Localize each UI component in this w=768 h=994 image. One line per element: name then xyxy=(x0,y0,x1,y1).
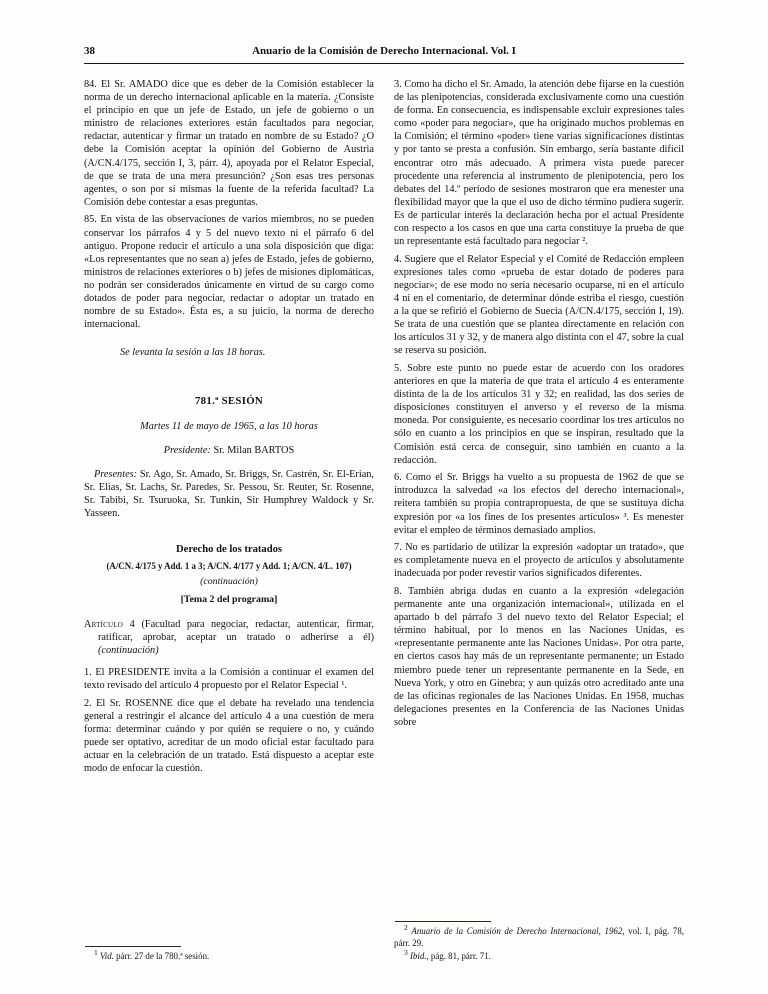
session-president xyxy=(84,444,374,457)
president-label: Presidente: xyxy=(163,445,211,457)
footnote-3-marker: 3 xyxy=(404,947,408,957)
session-adjournment: Se levanta la sesión a las 18 horas. xyxy=(120,346,266,358)
topic-references: (A/CN. 4/175 y Add. 1 a 3; A/CN. 4/177 y Add. 1; A/CN. 4/L. 107) xyxy=(106,560,352,571)
paragraph-85: 85. En vista de las observaciones de varios miembros, no se pueden conservar los párrafos 4 y 5 del nuevo texto ni el párrafo 6 del antiguo. Propone reducir el artículo a una sola disposición que diga: «Los representantes que no sean a) jefes de Estado, jefes de gobierno, ministros de relaciones exteriores o b) jefes de misiones diplomáticas, no podrán ser considerados únicamente en virtud de su cargo como dotados de poder para negociar, redactar o adoptar un tratado en nombre de su Estado». Ésta es, a su juicio, la norma de derecho internacional. xyxy=(84,214,374,331)
page-number: 38 xyxy=(84,45,95,57)
paragraph-8: 8. También abriga dudas en cuanto a la expresión «delegación permanente ante una organización internacional», utilizada en el apartado b del párrafo 3 del nuevo texto del Relator Especial; el término habitual, por lo menos en las Naciones Unidas, es «representante permanente ante las Naciones Unidas». Por otra parte, en ciertos casos hay más de un representante permanente; un Estado miembro puede tener un representante permanente en la Sede, en Nueva York, y otro en Ginebra; y aun quizás otro acreditado ante una de las oficinas regionales de las Naciones Unidas. En 1958, muchas delegaciones presentes en la Conferencia de las Naciones Unidas sobre xyxy=(394,585,684,728)
topic-continuation: (continuación) xyxy=(200,575,258,587)
footnote-3-italic: Ibid., xyxy=(409,950,429,961)
article-description: (Facultad para negociar, redactar, autenticar, firmar, ratificar, aprobar, aceptar un tratado o adherirse a él) xyxy=(98,618,375,643)
paragraph-2: 2. El Sr. ROSENNE dice que el debate ha revelado una tendencia general a restringir el alcance del artículo 4 a una cuestión de mera forma: determinar cuándo y por quién se requiere o no, y cuándo puede ser optativo, acreditar de un modo oficial estar facultado para actuar en la celebración de un tratado. Está dispuesto a aceptar este modo de enfocar la cuestión. xyxy=(84,697,374,775)
footnote-2-italic: Anuario de la Comisión de Derecho Internacional, 1962, xyxy=(411,926,625,937)
footnote-2-marker: 2 xyxy=(404,923,408,933)
session-attendees xyxy=(84,468,374,520)
footnote-separator xyxy=(85,946,181,947)
footnote-1-text: párr. 27 de la 780.ª sesión. xyxy=(116,950,210,961)
journal-title: Anuario de la Comisión de Derecho Internacional. Vol. I xyxy=(252,45,516,57)
footnote-1-marker: 1 xyxy=(94,947,98,957)
article-label: Artículo 4 xyxy=(84,618,135,630)
footnote-2-text: vol. I, pág. 78, párr. 29. xyxy=(394,926,684,948)
session-date: Martes 11 de mayo de 1965, a las 10 horas xyxy=(140,420,318,432)
paragraph-7: 7. No es partidario de utilizar la expresión «adoptar un tratado», que es completamente nueva en el proyecto de artículos y absolutamente inadecuada por poder revestir varios significados diferentes. xyxy=(394,542,684,580)
text-columns xyxy=(84,78,684,964)
page-header xyxy=(84,44,684,58)
footnote-3 xyxy=(394,947,684,962)
present-label: Presentes: xyxy=(94,469,138,481)
footnote-3-text: pág. 81, párr. 71. xyxy=(430,950,491,961)
paragraph-1: 1. El PRESIDENTE invita a la Comisión a continuar el examen del texto revisado del artículo 4 propuesto por el Relator Especial ¹. xyxy=(84,667,374,692)
footnote-1 xyxy=(84,947,374,962)
paragraph-3: 3. Como ha dicho el Sr. Amado, la atención debe fijarse en la cuestión de las plenipotencias, considerada exclusivamente como una cuestión de forma. En consecuencia, es indispensable excluir expresiones tales como «poder para negociar», que ha originado muchos problemas en la Comisión; el término «poder» tiene varias significaciones distintas y por tanto se presta a confusión. Sin embargo, sería bastante difícil encontrar otro más adecuado. A primera vista puede parecer procedente una referencia al instrumento de plenipotencia, pero los debates del 14.º período de sesiones mostraron que era menester una flexibilidad mayor que la que el uso de dicho término pudiera sugerir. Es de particular interés la declaración hecha por el actual Presidente con respecto a los casos en que una carta constituye la prueba de que un representante está facultado para negociar ². xyxy=(394,79,684,248)
footnote-separator xyxy=(395,921,491,922)
present-list: Sr. Ago, Sr. Amado, Sr. Briggs, Sr. Castrén, Sr. El-Erian, Sr. Elias, Sr. Lachs, Sr. Paredes, Sr. Pessou, Sr. Reuter, Sr. Rosenne, Sr. Tabibi, Sr. Tsuruoka, Sr. Tunkin, Sir Humphrey Waldock y Sr. Yasseen. xyxy=(84,469,374,520)
paragraph-5: 5. Sobre este punto no puede estar de acuerdo con los oradores anteriores en que la materia de que trata el artículo 4 es enteramente distinta de la de los artículos 31 y 32; en realidad, las dos series de disposiciones constituyen el anverso y el reverso de la misma moneda. Por consiguiente, es necesario coordinar los tres artículos no sólo en cuanto a los principios en que se inspiran, resultado que la Comisión está cerca de conseguir, sino también en cuanto a la redacción. xyxy=(394,362,684,466)
footnote-1-italic: Vid. xyxy=(99,950,114,961)
right-footnotes xyxy=(394,915,684,964)
header-rule xyxy=(84,63,684,64)
paragraph-84: 84. El Sr. AMADO dice que es deber de la Comisión establecer la norma de un derecho internacional aplicable en la materia. ¿Consiste el principio en que un jefe de Estado, un jefe de gobierno o un ministro de relaciones exteriores están facultados para negociar, redactar, autenticar y firmar un tratado en nombre de su Estado? ¿O debe la Comisión aceptar la opinión del Gobierno de Austria (A/CN.4/175, sección I, 3, párr. 4), apoyada por el Relator Especial, de que se trata de una mera presunción? ¿Son esas tres personas agentes, o son por sí mismas la fuente de la referida facultad? La Comisión debe contestar a esas preguntas. xyxy=(84,79,374,208)
article-continuation: (continuación) xyxy=(98,645,159,656)
president-name: Sr. Milan BARTOS xyxy=(213,445,295,457)
right-column xyxy=(394,78,684,964)
left-footnotes xyxy=(84,940,374,964)
topic-heading: Derecho de los tratados xyxy=(175,543,283,555)
left-column xyxy=(84,78,374,964)
agenda-item: [Tema 2 del programa] xyxy=(180,593,278,605)
footnote-2 xyxy=(394,923,684,948)
session-number-heading: 781.ª SESIÓN xyxy=(194,394,264,407)
paragraph-6: 6. Como el Sr. Briggs ha vuelto a su propuesta de 1962 de que se introduzca la salvedad «a los efectos del derecho internacional», reitera también su propia contrapropuesta, de que se sustituya dicha expresión por «a los fines de los presentes artículos» ³. Es menester evitar el empleo de términos demasiado amplios. xyxy=(394,472,684,536)
paragraph-4: 4. Sugiere que el Relator Especial y el Comité de Redacción empleen expresiones tales como «prueba de estar dotado de poderes para negociar»; de ese modo no sería necesario ocuparse, ni en el artículo 4 ni en el comentario, de determinar dónde estriba el riesgo, cuestión a la que se refirió el Gobierno de Suecia (A/CN.4/175, sección I, 19). Se trata de una cuestión que se plantea directamente en relación con los artículos 31 y 32, y de manera algo distinta con el 47, sobre la cual se reserva su posición. xyxy=(394,253,684,357)
article-4-heading xyxy=(84,618,374,657)
